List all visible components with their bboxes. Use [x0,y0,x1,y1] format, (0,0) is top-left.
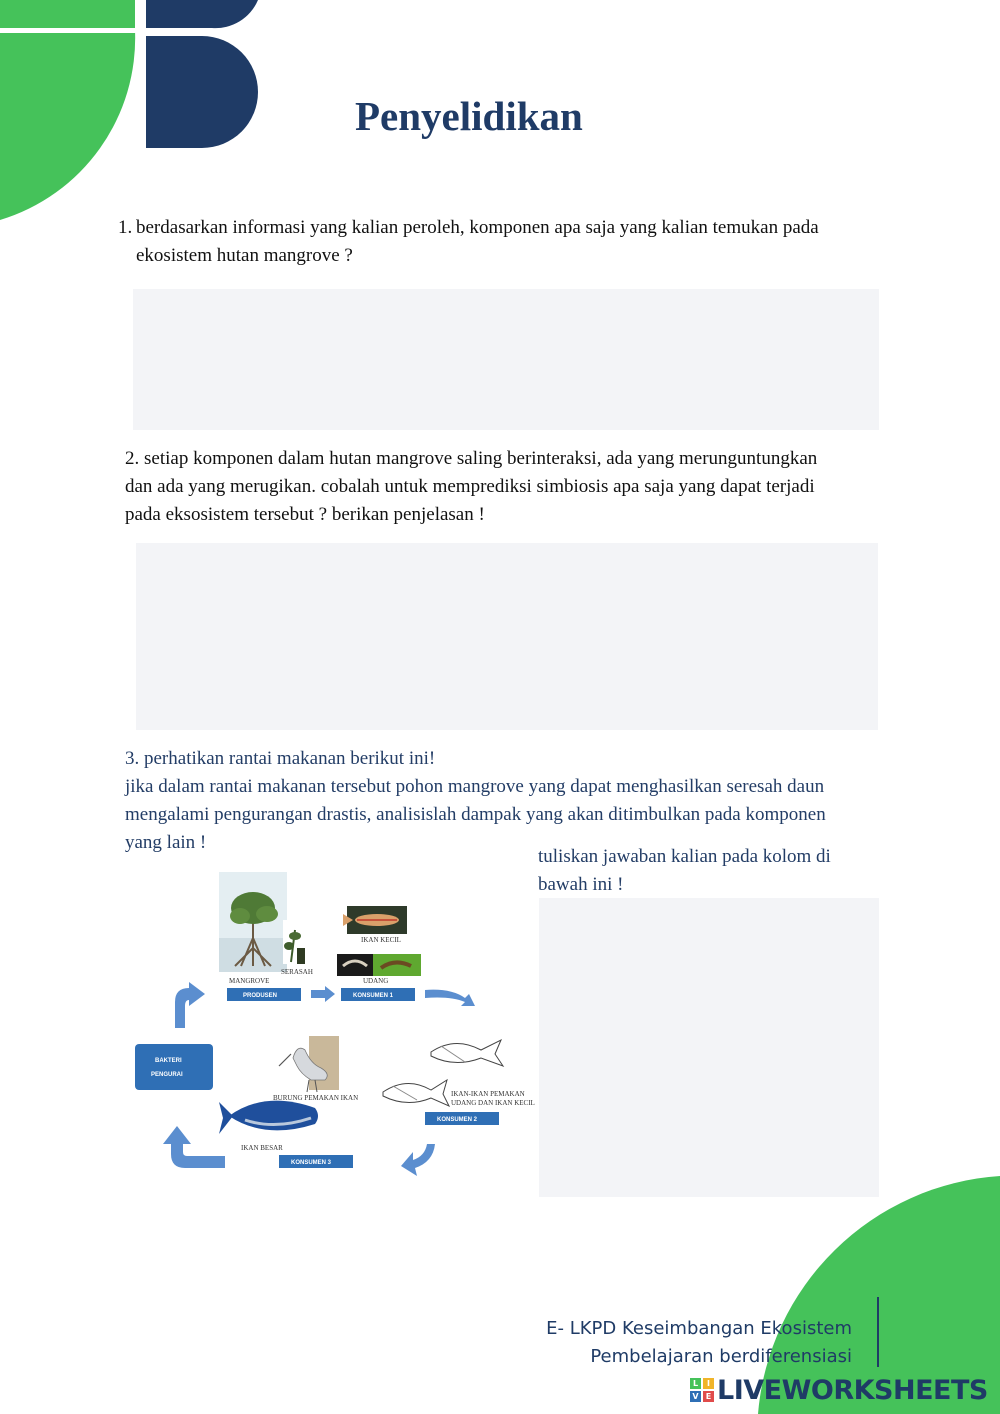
question-3-line4: yang lain ! [125,832,207,853]
ikan-pemakan-label-2: UDANG DAN IKAN KECIL [451,1099,535,1107]
ikan-besar-image [219,1101,318,1134]
logo-cell-i: I [703,1378,714,1389]
footer-line-2: Pembelajaran berdiferensiasi [590,1346,852,1367]
liveworksheets-logo-icon [690,1378,714,1402]
arrow-bakteri-up [175,982,205,1028]
logo-cell-l: L [690,1378,701,1389]
bakteri-box [135,1044,213,1090]
footer-divider [877,1297,879,1367]
page-title: Penyelidikan [355,93,583,139]
ikan-besar-label: IKAN BESAR [241,1144,283,1152]
mangrove-label: MANGROVE [229,977,270,985]
arrow-konsumen2-down [401,1144,435,1176]
answer-box-2[interactable] [136,543,878,730]
question-3-instruction-line2: bawah ini ! [538,874,624,895]
ikan-pemakan-label-1: IKAN-IKAN PEMAKAN [451,1090,525,1098]
bakteri-label-2: PENGURAI [151,1072,183,1078]
question-1 [118,214,878,270]
udang-image [337,954,421,976]
burung-label: BURUNG PEMAKAN IKAN [273,1094,359,1102]
burung-image [279,1036,339,1092]
bakteri-label-1: BAKTERI [155,1058,182,1064]
konsumen2-label: KONSUMEN 2 [437,1117,478,1123]
question-2-line2: dan ada yang merugikan. cobalah untuk memprediksi simbiosis apa saja yang dapat terjadi [125,476,815,497]
question-3-instruction [538,843,878,899]
top-navy-shape-upper [146,0,258,28]
question-2 [125,445,885,529]
logo-cell-e: E [703,1391,714,1402]
logo-cell-v: V [690,1391,701,1402]
liveworksheets-logo[interactable] [690,1373,988,1407]
udang-label: UDANG [363,977,389,985]
question-1-number: 1. [118,217,133,238]
liveworksheets-brand: LIVEWORKSHEETS [717,1374,988,1406]
konsumen3-label: KONSUMEN 3 [291,1160,332,1166]
question-3-instruction-line1: tuliskan jawaban kalian pada kolom di [538,846,831,867]
produsen-label: PRODUSEN [243,993,278,999]
question-3-line1: 3. perhatikan rantai makanan berikut ini! [125,748,436,769]
question-1-line2: ekosistem hutan mangrove ? [136,245,353,266]
serasah-image [283,920,309,964]
answer-box-3[interactable] [539,898,879,1197]
food-chain-diagram [125,868,535,1180]
question-2-line3: pada eksosistem tersebut ? berikan penjelasan ! [125,504,485,525]
arrow-konsumen1-right [425,990,475,1006]
arrow-produsen-konsumen1 [311,986,335,1002]
question-3-line2: jika dalam rantai makanan tersebut pohon mangrove yang dapat menghasilkan seresah daun [125,776,825,797]
top-navy-shape-lower [146,36,258,148]
top-left-white-line [0,28,138,33]
arrow-konsumen3-left [163,1126,225,1168]
answer-box-1[interactable] [133,289,879,430]
ikan-kecil-label: IKAN KECIL [361,936,401,944]
question-1-line1: berdasarkan informasi yang kalian peroleh, komponen apa saja yang kalian temukan pada [136,217,819,238]
question-3 [125,745,885,857]
question-3-line3: mengalami pengurangan drastis, analisislah dampak yang akan ditimbulkan pada komponen [125,804,826,825]
question-2-line1: 2. setiap komponen dalam hutan mangrove saling berinteraksi, ada yang merunguntungkan [125,448,818,469]
mangrove-image [219,872,287,972]
footer-line-1: E- LKPD Keseimbangan Ekosistem [546,1318,852,1339]
konsumen1-label: KONSUMEN 1 [353,993,394,999]
ikan-kecil-image [343,906,407,934]
serasah-label: SERASAH [281,968,313,976]
